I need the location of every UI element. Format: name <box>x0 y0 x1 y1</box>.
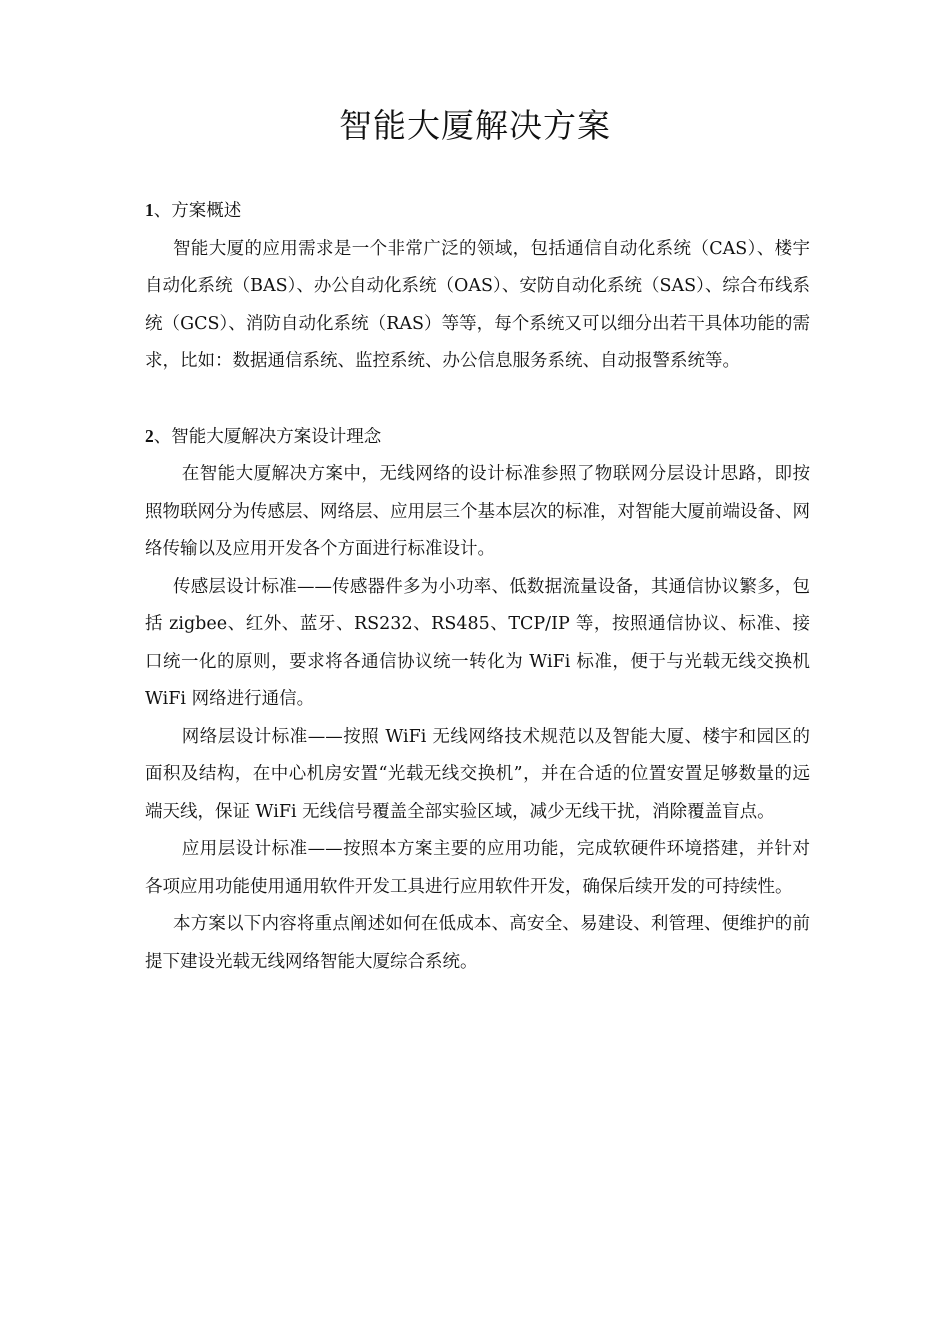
section-heading-overview <box>145 192 810 231</box>
paragraph-sensing-layer: 传感层设计标准——传感器件多为小功率、低数据流量设备，其通信协议繁多，包括 zigbee、红外、蓝牙、RS232、RS485、TCP/IP 等，按照通信协议、标准、接口统一化的原则，要求将各通信协议统一转化为 WiFi 标准，便于与光载无线交换机 WiFi 网络进行通信。 <box>145 576 810 709</box>
section-title: 、方案概述 <box>153 201 242 221</box>
paragraph-application-layer: 应用层设计标准——按照本方案主要的应用功能，完成软硬件环境搭建，并针对各项应用功能使用通用软件开发工具进行应用软件开发，确保后续开发的可持续性。 <box>145 839 810 897</box>
paragraph-summary: 本方案以下内容将重点阐述如何在低成本、高安全、易建设、利管理、便维护的前提下建设光载无线网络智能大厦综合系统。 <box>145 914 810 972</box>
paragraph-overview: 智能大厦的应用需求是一个非常广泛的领域，包括通信自动化系统（CAS）、楼宇自动化系统（BAS）、办公自动化系统（OAS）、安防自动化系统（SAS）、综合布线系统（GCS）、消防自动化系统（RAS）等等，每个系统又可以细分出若干具体功能的需求，比如：数据通信系统、监控系统、办公信息服务系统、自动报警系统等。 <box>145 238 810 371</box>
paragraph-network-layer: 网络层设计标准——按照 WiFi 无线网络技术规范以及智能大厦、楼宇和园区的面积及结构，在中心机房安置“光载无线交换机”，并在合适的位置安置足够数量的远端天线，保证 WiFi 无线信号覆盖全部实验区域，减少无线干扰，消除覆盖盲点。 <box>145 726 810 822</box>
paragraph-design-intro: 在智能大厦解决方案中，无线网络的设计标准参照了物联网分层设计思路，即按照物联网分为传感层、网络层、应用层三个基本层次的标准，对智能大厦前端设备、网络传输以及应用开发各个方面进行标准设计。 <box>145 464 810 559</box>
section-spacer <box>145 381 810 418</box>
section-number: 2 <box>145 425 154 446</box>
document-title: 智能大厦解决方案 <box>339 106 611 145</box>
document-body <box>145 192 810 981</box>
section-title: 、智能大厦解决方案设计理念 <box>153 426 382 447</box>
section-heading-design-concept <box>145 418 810 457</box>
section-number: 1 <box>145 200 154 220</box>
